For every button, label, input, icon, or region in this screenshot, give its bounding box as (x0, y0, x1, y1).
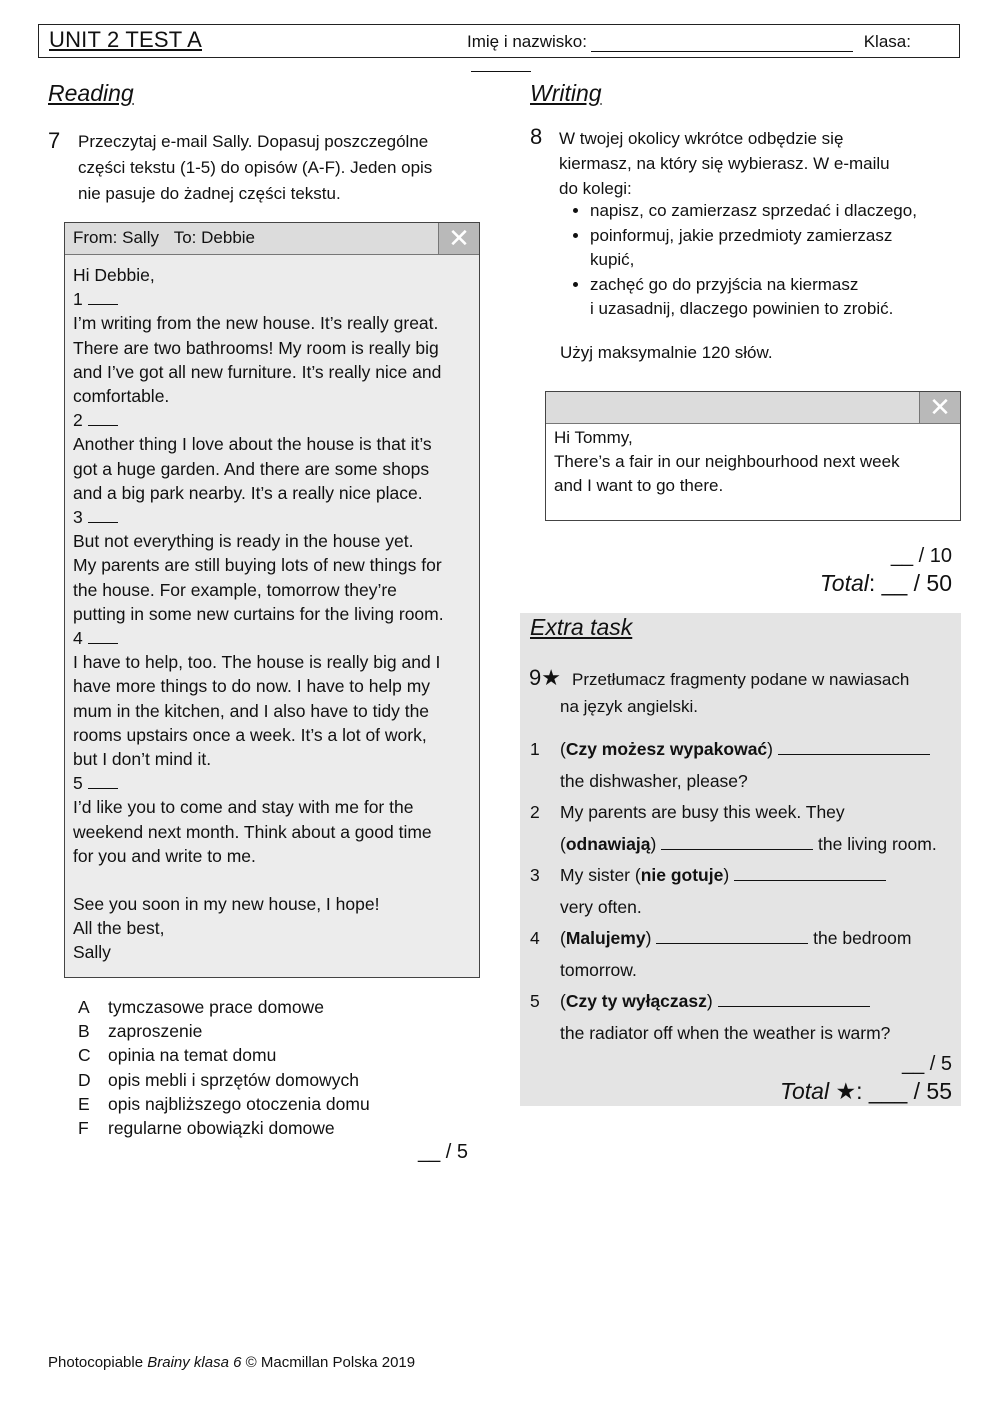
email-header-bar (546, 392, 960, 424)
option-c: C opinia na temat domu (78, 1045, 277, 1066)
answer-blank-1[interactable] (88, 290, 118, 305)
total-50: Total: __ / 50 (819, 570, 952, 596)
to-label: To: (173, 228, 197, 247)
star-icon: ★ (835, 1078, 857, 1104)
sally-email (64, 222, 480, 978)
email-body (65, 255, 479, 973)
word-limit: Użyj maksymalnie 120 słów. (560, 343, 773, 362)
close-icon[interactable]: ✕ (438, 223, 479, 254)
task-7-number: 7 (48, 128, 61, 153)
item-1: 1 (Czy możesz wypakować) the dishwasher, please? (530, 734, 960, 797)
star-icon: ★ (541, 665, 561, 690)
task-9-number: 9★ (529, 665, 561, 690)
from-label: From: (73, 228, 118, 247)
option-e: E opis najbliższego otoczenia domu (78, 1093, 370, 1114)
bullet-1: • napisz, co zamierzasz sprzedać i dlaczego, (590, 199, 1000, 224)
email-header-bar (65, 223, 479, 255)
options-list (78, 995, 370, 1140)
test-title: UNIT 2 TEST A (49, 27, 202, 52)
to-value: Debbie (201, 228, 256, 247)
reading-heading: Reading (48, 80, 134, 106)
translation-blank-4[interactable] (656, 929, 808, 944)
class-field[interactable] (471, 55, 531, 72)
email-paragraph-1: 1 I’m writing from the new house. It’s really great. There are two bathrooms! My room is really big and I’ve got all new furniture. It’s really nice and comfortable. (73, 289, 442, 407)
answer-blank-5[interactable] (88, 774, 118, 789)
email-greeting: Hi Debbie, (73, 265, 155, 285)
reading-score: __ / 5 (418, 1141, 469, 1163)
translation-items (530, 734, 960, 1049)
footer-copyright: Photocopiable Brainy klasa 6 © Macmillan Polska 2019 (48, 1354, 416, 1371)
translation-blank-2[interactable] (661, 835, 813, 850)
total-55: Total ★: ___ / 55 (780, 1078, 952, 1104)
translation-blank-5[interactable] (718, 992, 870, 1007)
student-fields (467, 32, 959, 72)
tommy-email[interactable] (545, 391, 961, 521)
bullet-3: • zachęć go do przyjścia na kiermasz i uzasadnij, dlaczego powinien to zrobić. (590, 273, 1000, 322)
translation-blank-3[interactable] (734, 866, 886, 881)
option-f: F regularne obowiązki domowe (78, 1118, 335, 1139)
item-2: 2 My parents are busy this week. They (odnawiają) the living room. (530, 802, 937, 854)
task-7-instructions: Przeczytaj e-mail Sally. Dopasuj poszczególne części tekstu (1-5) do opisów (A-F). Jeden opis nie pasuje do żadnej części tekstu. (78, 132, 433, 203)
email-paragraph-4: 4 I have to help, too. The house is really big and I have more things to do now. I have to help my mum in the kitchen, and I also have to tidy the rooms upstairs once a week. It’s a lot of work, but I don’t mind it. (73, 628, 441, 770)
item-3: 3 My sister (nie gotuje) very often. (530, 860, 960, 923)
task-9-instructions: Przetłumacz fragmenty podane w nawiasach na język angielski. (560, 670, 910, 716)
option-b: B zaproszenie (78, 1021, 203, 1042)
option-a: A tymczasowe prace domowe (78, 997, 324, 1017)
tommy-email-body[interactable]: Hi Tommy, There’s a fair in our neighbourhood next week and I want to go there. (554, 428, 900, 495)
task-8-bullets (550, 199, 1000, 322)
bullet-2: • poinformuj, jakie przedmioty zamierzasz kupić, (590, 224, 1000, 273)
writing-heading: Writing (530, 80, 602, 106)
from-value: Sally (122, 228, 159, 247)
email-paragraph-3: 3 But not everything is ready in the house yet. My parents are still buying lots of new things for the house. For example, tomorrow they’re putting in some new curtains for the living room. (73, 507, 444, 624)
answer-blank-2[interactable] (88, 411, 118, 426)
option-d: D opis mebli i sprzętów domowych (78, 1069, 359, 1090)
class-label: Klasa: (863, 32, 911, 51)
task-8-number: 8 (530, 124, 543, 149)
email-paragraph-5: 5 I’d like you to come and stay with me for the weekend next month. Think about a good time for you and write to me. (73, 773, 432, 866)
translation-blank-1[interactable] (778, 740, 930, 755)
email-closing: See you soon in my new house, I hope! All the best, Sally (73, 894, 380, 963)
answer-blank-3[interactable] (88, 508, 118, 523)
extra-heading: Extra task (530, 614, 633, 640)
answer-blank-4[interactable] (88, 629, 118, 644)
test-header (38, 24, 960, 58)
item-5: 5 (Czy ty wyłączasz) the radiator off when the weather is warm? (530, 991, 891, 1043)
writing-score: __ / 10 (890, 545, 952, 567)
close-icon[interactable]: ✕ (919, 392, 960, 423)
task-8-instructions: W twojej okolicy wkrótce odbędzie się kiermasz, na który się wybierasz. W e-mailu do kolegi: (559, 129, 890, 198)
item-4: 4 (Malujemy) the bedroom tomorrow. (530, 928, 912, 980)
name-field[interactable] (591, 35, 853, 52)
email-paragraph-2: 2 Another thing I love about the house is that it’s got a huge garden. And there are some shops and a big park nearby. It’s a really nice place. (73, 410, 432, 503)
extra-score: __ / 5 (901, 1053, 952, 1075)
name-label: Imię i nazwisko: (467, 32, 587, 51)
